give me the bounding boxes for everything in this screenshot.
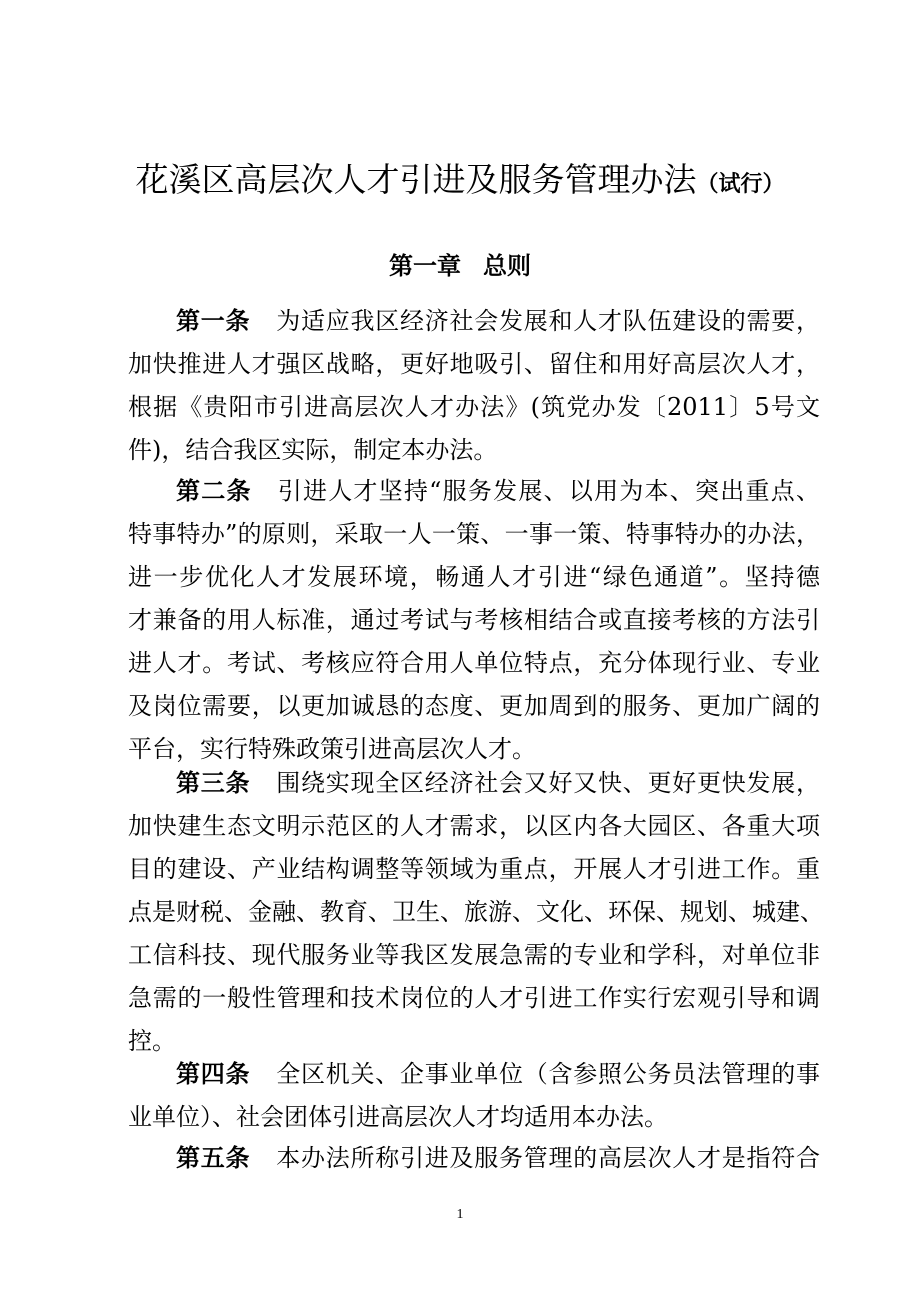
article-4	[128, 1053, 820, 1139]
article-line: 急需的一般性管理和技术岗位的人才引进工作实行宏观引导和调	[128, 984, 820, 1012]
article-2	[128, 470, 820, 771]
document-title	[0, 158, 920, 207]
article-5	[128, 1137, 820, 1180]
article-text: 为适应我区经济社会发展和人才队伍建设的需要，	[276, 307, 820, 335]
article-text: 本办法所称引进及服务管理的高层次人才是指符合	[276, 1144, 820, 1172]
article-line: 加快建生态文明示范区的人才需求，以区内各大园区、各重大项	[128, 812, 820, 840]
article-line	[128, 1053, 820, 1096]
article-line: 件)，结合我区实际，制定本办法。	[128, 436, 498, 464]
article-text: 全区机关、企事业单位（含参照公务员法管理的事	[276, 1060, 820, 1088]
article-line: 及岗位需要，以更加诚恳的态度、更加周到的服务、更加广阔的	[128, 692, 820, 720]
article-text: 引进人才坚持“服务发展、以用为本、突出重点、	[277, 477, 820, 505]
article-line: 目的建设、产业结构调整等领域为重点，开展人才引进工作。重	[128, 855, 820, 883]
chapter-number: 第一章	[389, 252, 461, 280]
article-line: 平台，实行特殊政策引进高层次人才。	[128, 735, 536, 763]
article-line: 工信科技、现代服务业等我区发展急需的专业和学科，对单位非	[128, 941, 820, 969]
article-label: 第一条	[176, 307, 251, 335]
article-line: 控。	[128, 1027, 176, 1055]
article-line: 根据《贵阳市引进高层次人才办法》(筑党办发〔2011〕5号文	[128, 393, 820, 421]
article-1	[128, 300, 820, 472]
article-line: 加快推进人才强区战略，更好地吸引、留住和用好高层次人才，	[128, 350, 820, 378]
article-line: 进一步优化人才发展环境，畅通人才引进“绿色通道”。坚持德	[128, 563, 820, 591]
article-line: 业单位）、社会团体引进高层次人才均适用本办法。	[128, 1103, 668, 1131]
article-label: 第四条	[176, 1060, 251, 1088]
page-number: 1	[456, 1207, 464, 1222]
title-main: 花溪区高层次人才引进及服务管理办法	[135, 160, 697, 199]
article-line	[128, 470, 820, 513]
chapter-heading	[0, 248, 920, 284]
article-label: 第五条	[176, 1144, 251, 1172]
article-line: 点是财税、金融、教育、卫生、旅游、文化、环保、规划、城建、	[128, 898, 824, 926]
article-line	[128, 762, 820, 805]
article-line: 才兼备的用人标准，通过考试与考核相结合或直接考核的方法引	[128, 606, 820, 634]
article-label: 第二条	[176, 477, 252, 505]
article-3	[128, 762, 824, 1063]
article-line	[128, 300, 820, 343]
title-subtitle: （试行）	[696, 172, 785, 197]
article-line	[128, 1137, 820, 1180]
article-line: 特事特办”的原则，采取一人一策、一事一策、特事特办的办法，	[128, 520, 820, 548]
article-text: 围绕实现全区经济社会又好又快、更好更快发展，	[276, 769, 820, 797]
article-line: 进人才。考试、考核应符合用人单位特点，充分体现行业、专业	[128, 649, 820, 677]
article-label: 第三条	[176, 769, 251, 797]
chapter-title: 总则	[483, 252, 531, 280]
